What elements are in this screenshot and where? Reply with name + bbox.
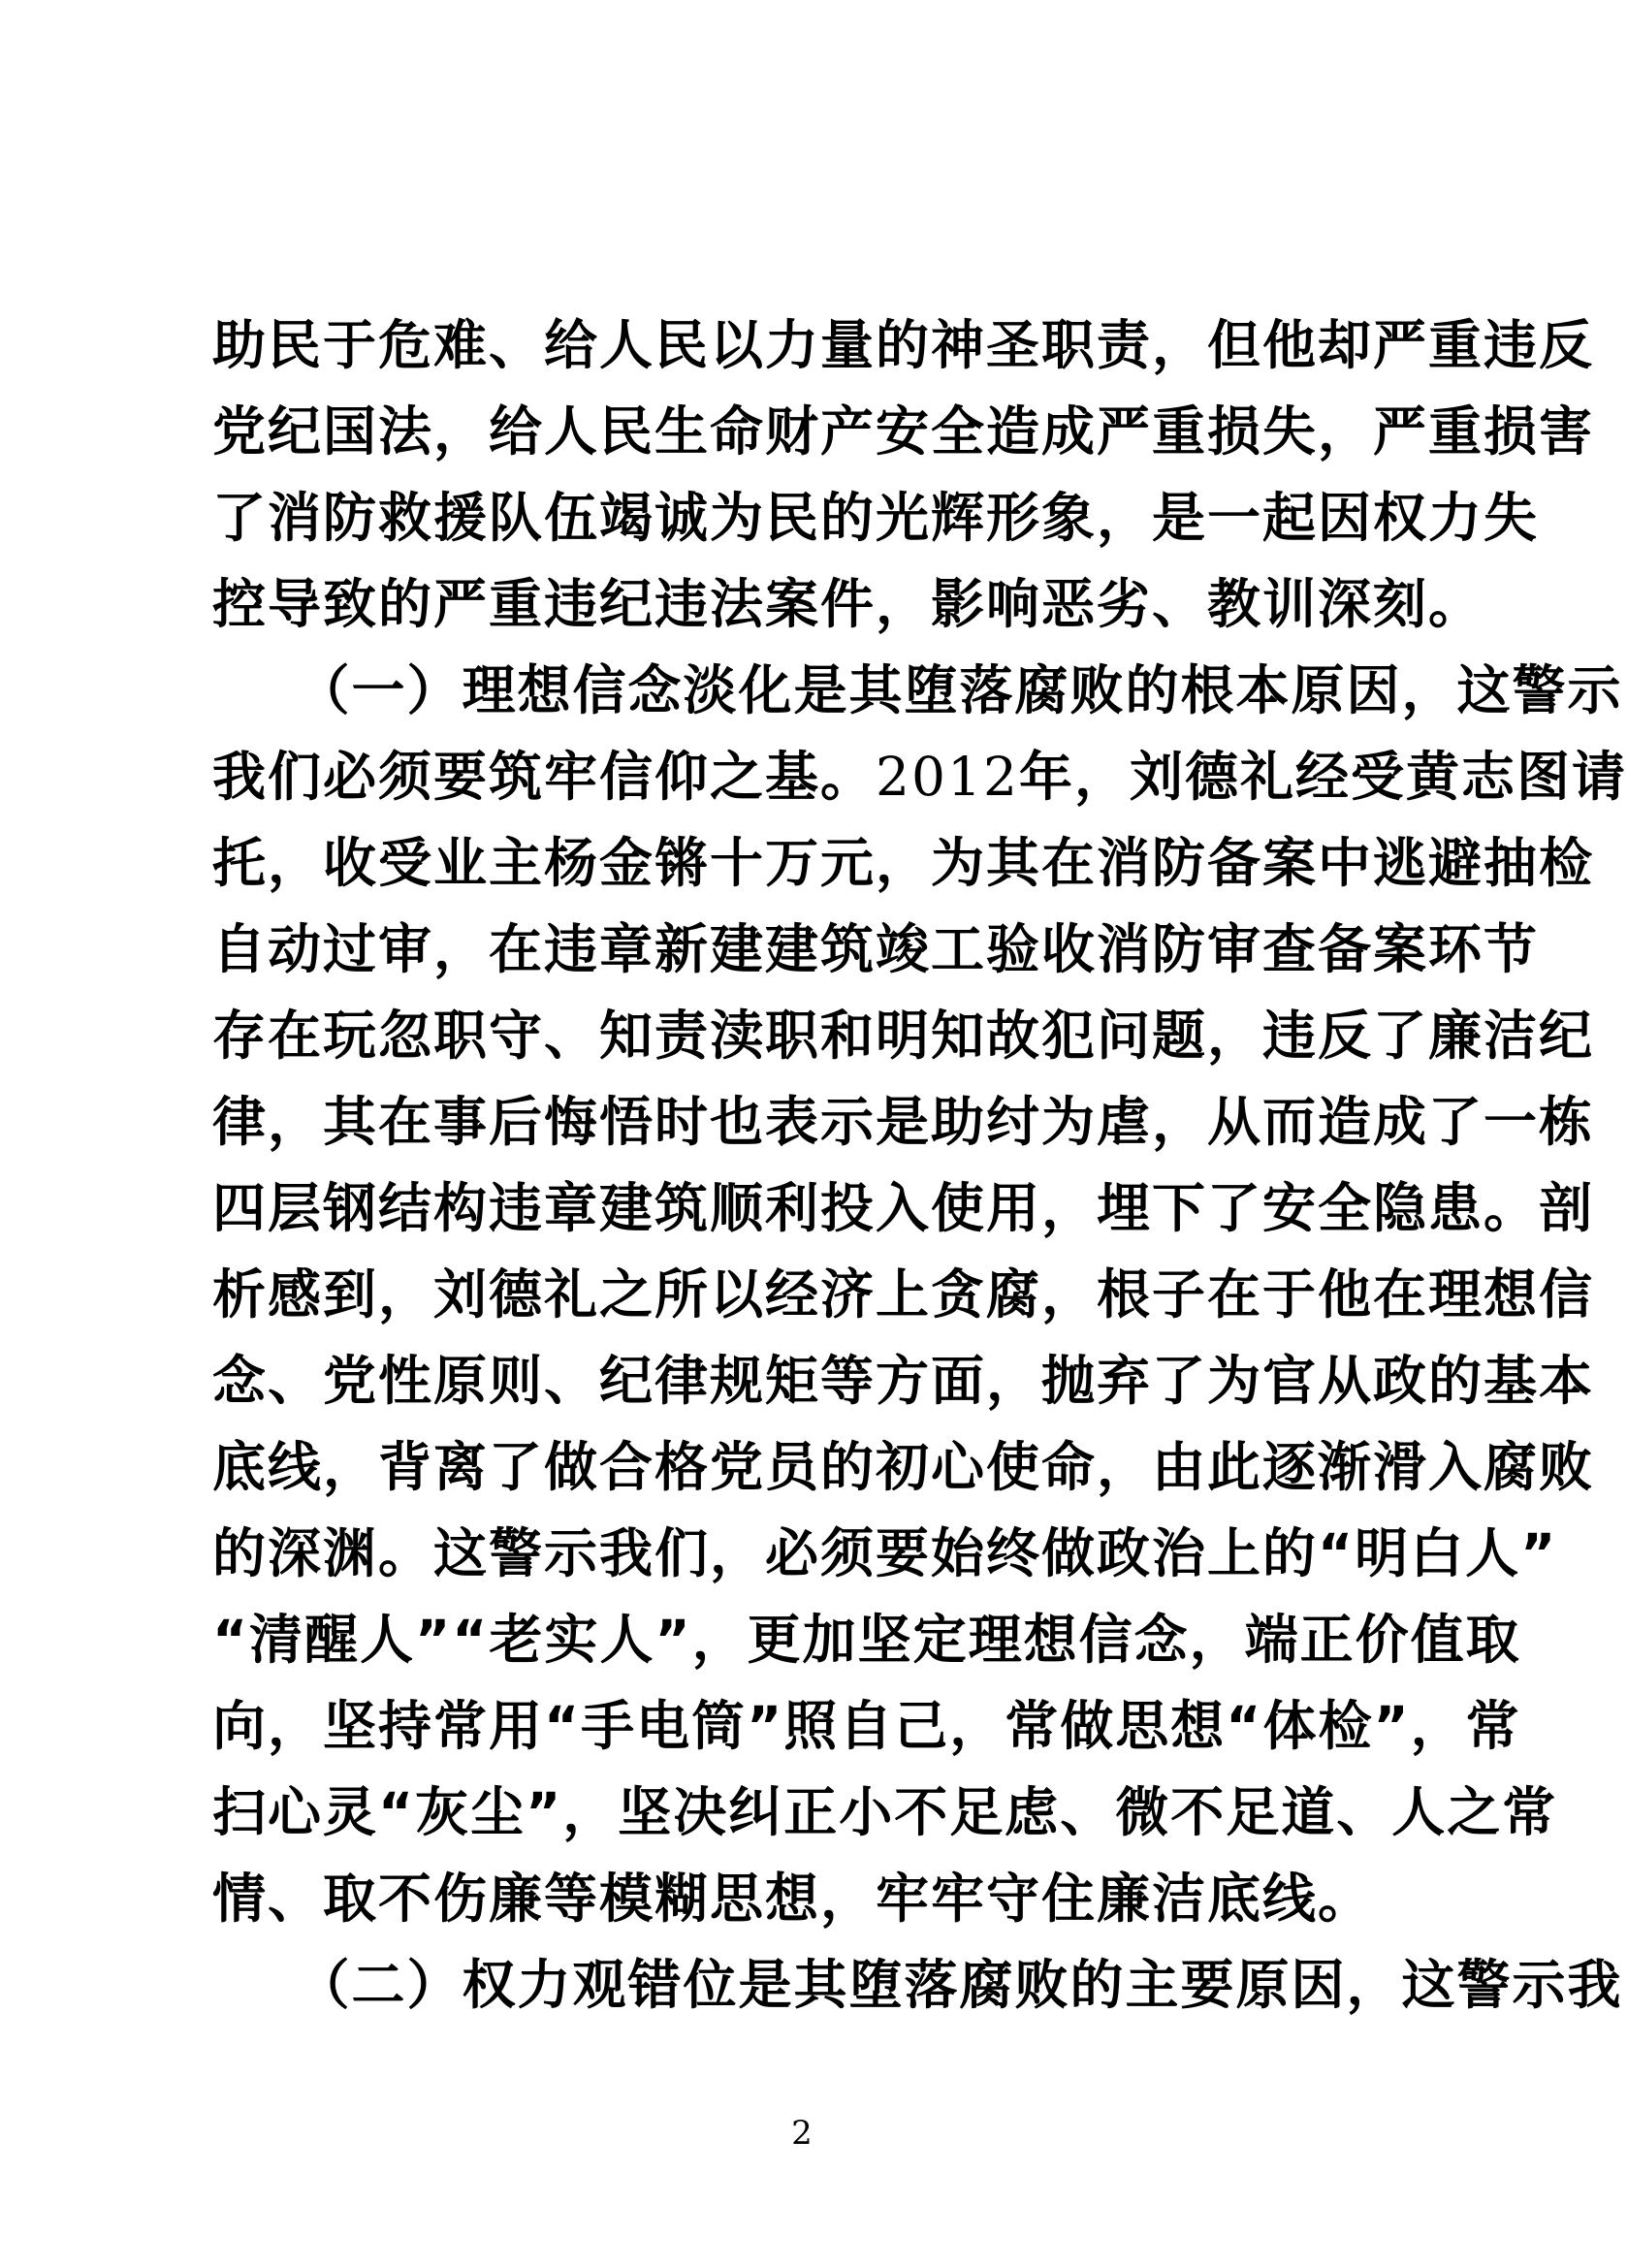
text-line: 了消防救援队伍竭诚为民的光辉形象，是一起因权力失 <box>212 487 1540 549</box>
section-heading-line: （二）权力观错位是其堕落腐败的主要原因，这警示我 <box>212 1954 1623 2016</box>
page-number: 2 <box>791 2114 813 2153</box>
text-line: 的深渊。这警示我们，必须要始终做政治上的“明白人” <box>212 1522 1558 1584</box>
text-line: 扫心灵“灰尘”，坚决纠正小不足虑、微不足道、人之常 <box>212 1781 1558 1843</box>
text-line: “清醒人”“老实人”，更加坚定理想信念，端正价值取 <box>212 1609 1521 1671</box>
text-segment: 我们必须要筑牢信仰之基。 <box>212 746 877 808</box>
text-line: 控导致的严重违纪违法案件，影响恶劣、教训深刻。 <box>212 573 1484 635</box>
text-line: 律，其在事后悔悟时也表示是助纣为虐，从而造成了一栋 <box>212 1091 1595 1153</box>
text-line: 自动过审，在违章新建建筑竣工验收消防审查备案环节 <box>212 918 1540 980</box>
text-line: 念、党性原则、纪律规矩等方面，抛弃了为官从政的基本 <box>212 1350 1595 1412</box>
section-heading-line: （一）理想信念淡化是其堕落腐败的根本原因，这警示 <box>212 659 1623 721</box>
text-line: 底线，背离了做合格党员的初心使命，由此逐渐滑入腐败 <box>212 1436 1595 1498</box>
text-line: 情、取不伤廉等模糊思想，牢牢守住廉洁底线。 <box>212 1868 1374 1930</box>
text-line: 存在玩忽职守、知责渎职和明知故犯问题，违反了廉洁纪 <box>212 1005 1595 1067</box>
text-line: 向，坚持常用“手电筒”照自己，常做思想“体检”，常 <box>212 1695 1521 1757</box>
text-segment: 年，刘德礼经受黄志图请 <box>1019 746 1627 808</box>
text-line: 托，收受业主杨金锵十万元，为其在消防备案中逃避抽检 <box>212 832 1595 894</box>
text-line: 析感到，刘德礼之所以经济上贪腐，根子在于他在理想信 <box>212 1263 1595 1326</box>
body-text <box>212 303 1627 2028</box>
year-number: 2012 <box>876 746 1019 808</box>
text-line: 助民于危难、给人民以力量的神圣职责，但他却严重违反 <box>212 314 1595 376</box>
text-line <box>212 734 1627 820</box>
text-line: 四层钢结构违章建筑顺利投入使用，埋下了安全隐患。剖 <box>212 1177 1595 1239</box>
text-line: 党纪国法，给人民生命财产安全造成严重损失，严重损害 <box>212 400 1595 463</box>
